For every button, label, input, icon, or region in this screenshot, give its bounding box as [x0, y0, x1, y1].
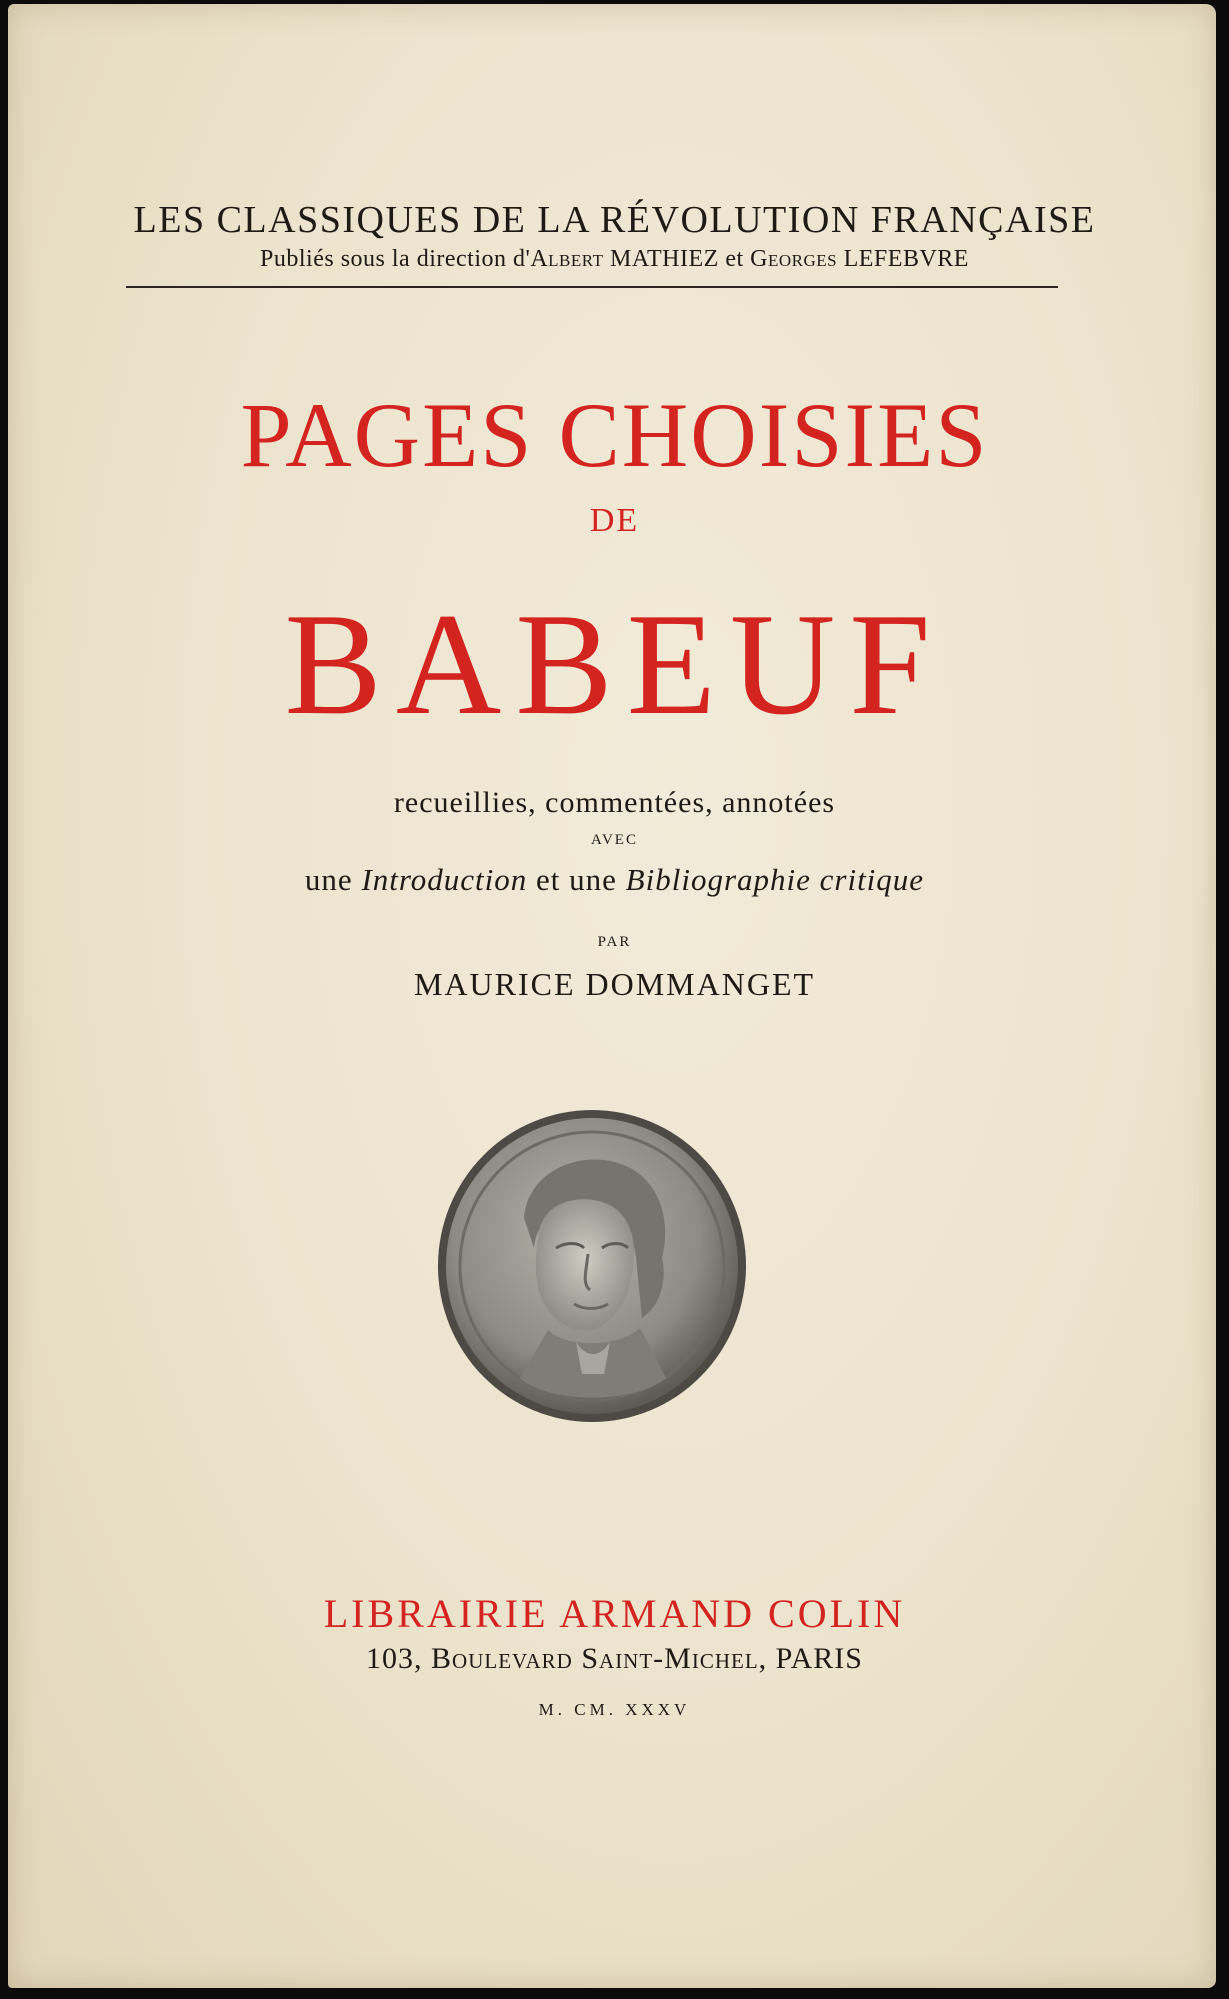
- intro-mid: et une: [536, 862, 617, 897]
- title-line-1: PAGES CHOISIES: [240, 384, 989, 486]
- publisher-address: [0, 1642, 1229, 1676]
- intro-prefix: une: [304, 862, 353, 897]
- publisher-name: LIBRAIRIE ARMAND COLIN: [323, 1591, 906, 1636]
- series-direction: [0, 246, 1229, 273]
- editor1-first-name: Albert: [530, 246, 604, 272]
- header-rule: [126, 286, 1058, 288]
- direction-prefix: Publiés sous la direction d': [260, 246, 531, 272]
- introduction-italic: Introduction: [361, 862, 528, 897]
- introduction-line: [0, 862, 1229, 898]
- series-title: LES CLASSIQUES DE LA RÉVOLUTION FRANÇAISE: [133, 199, 1096, 241]
- editor1-last-name: MATHIEZ: [610, 246, 719, 272]
- address-number: 103,: [366, 1642, 423, 1675]
- bibliography-italic: Bibliographie critique: [625, 862, 925, 897]
- portrait-medallion-image: [436, 1108, 748, 1424]
- collected-line: recueillies, commentées, annotées: [393, 786, 836, 819]
- par-line: PAR: [597, 934, 632, 950]
- publication-year: M. CM. XXXV: [538, 1700, 691, 1719]
- address-city: PARIS: [775, 1642, 863, 1675]
- address-street: Boulevard Saint-Michel,: [431, 1642, 768, 1675]
- title-line-2: DE: [589, 502, 640, 539]
- editor2-last-name: LEFEBVRE: [843, 246, 969, 272]
- editor2-first-name: Georges: [750, 246, 838, 272]
- author-name: MAURICE DOMMANGET: [413, 966, 816, 1002]
- title-line-3: BABEUF: [284, 583, 945, 745]
- avec-line: AVEC: [591, 832, 638, 848]
- conjunction: et: [725, 246, 744, 272]
